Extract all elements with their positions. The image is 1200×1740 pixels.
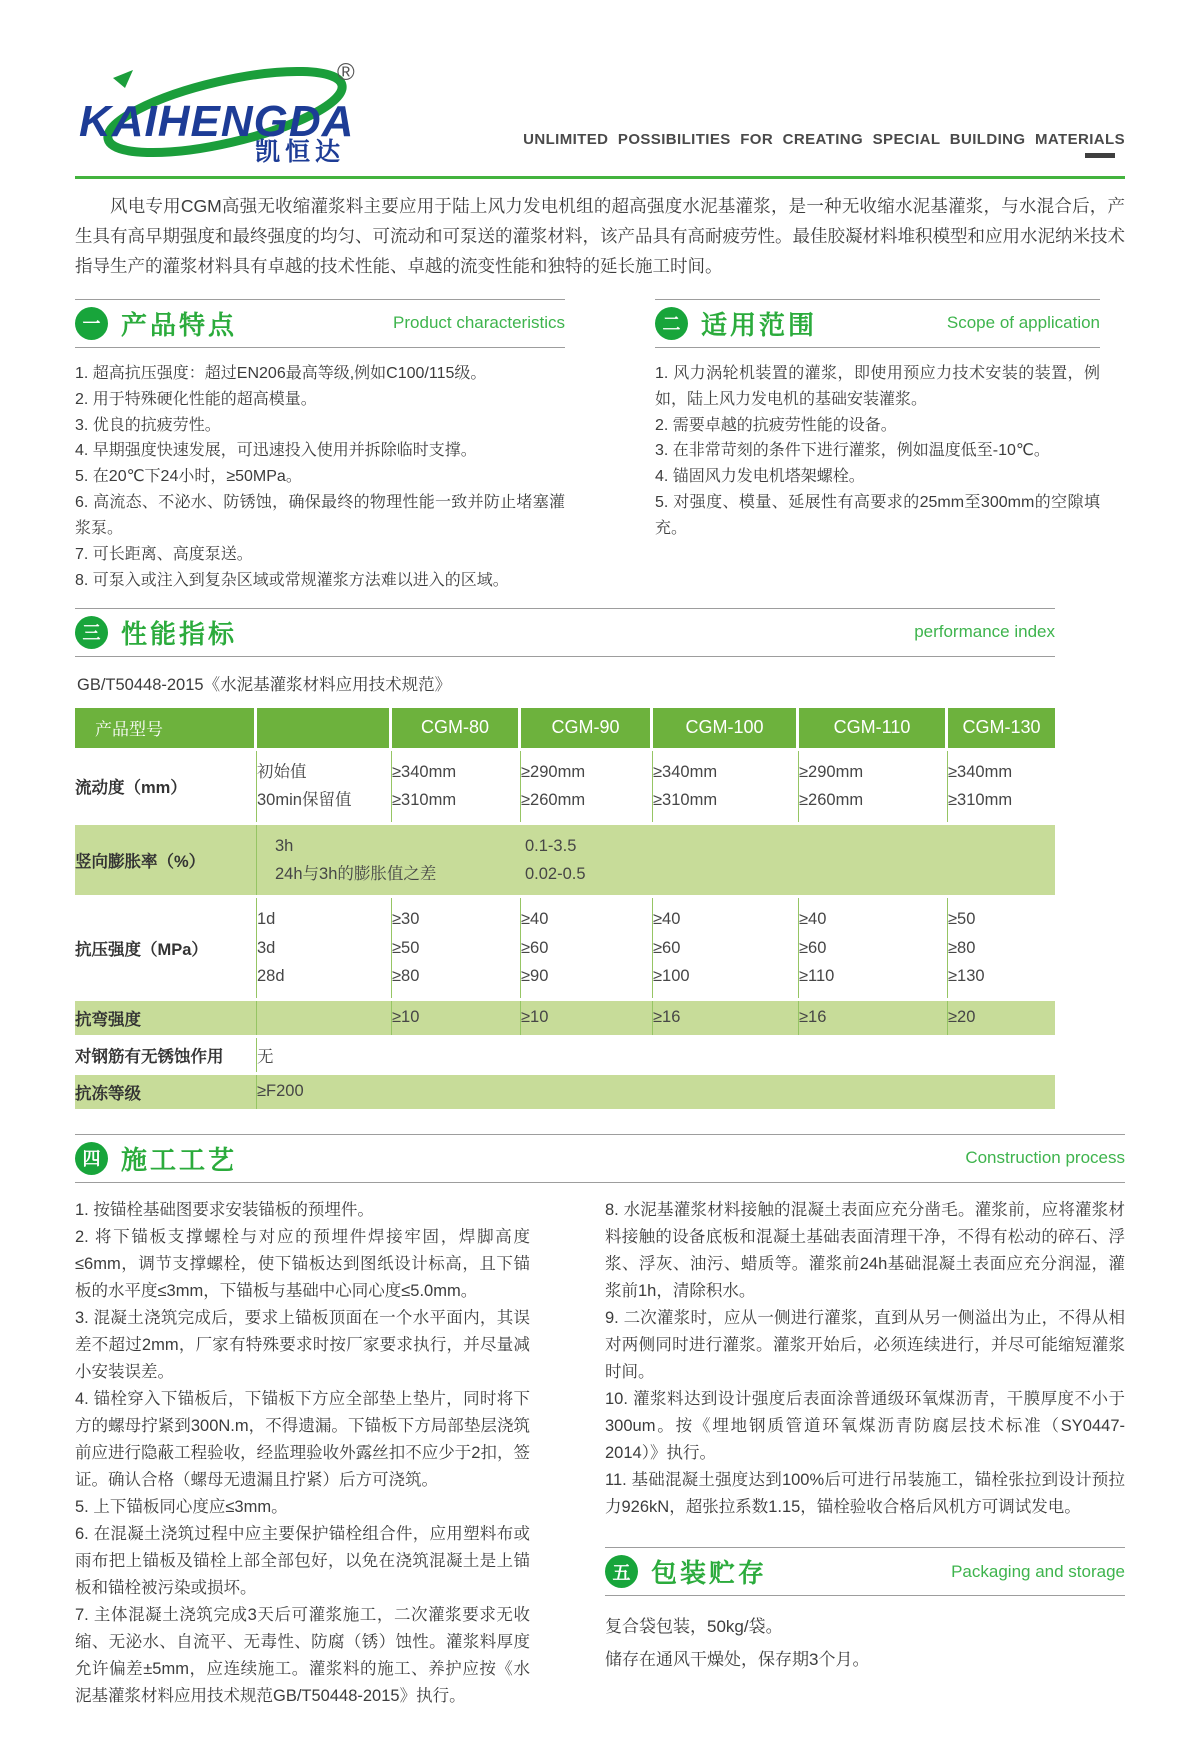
section-packaging [605, 1547, 1125, 1596]
feature-item: 3. 优良的抗疲劳性。 [75, 416, 221, 434]
brand-logo [75, 52, 385, 164]
table-header-cell: CGM-80 [392, 708, 521, 748]
section-title: 适用范围 [701, 309, 818, 340]
construction-item: 2. 将下锚板支撑螺栓与对应的预埋件焊接牢固，焊脚高度≤6mm，调节支撑螺栓，使下锚板达到图纸设计标高，且下锚板的水平度≤3mm，下锚板与基础中心同心度≤5.0mm。 [75, 1227, 530, 1300]
packaging-text-line: 复合袋包装，50kg/袋。 [605, 1617, 783, 1637]
header-divider [75, 176, 1125, 179]
scope-item: 5. 对强度、模量、延展性有高要求的25mm至300mm的空隙填充。 [655, 494, 1100, 538]
scope-item: 1. 风力涡轮机装置的灌浆，即使用预应力技术安装的装置，例如，陆上风力发电机的基础安装灌浆。 [655, 364, 1100, 408]
feature-item: 2. 用于特殊硬化性能的超高模量。 [75, 390, 317, 408]
construction-left-list [75, 1197, 530, 1711]
registered-mark: ® [337, 59, 355, 86]
section-divider-bottom [655, 347, 1100, 348]
table-header-cell: CGM-110 [799, 708, 948, 748]
section-number-icon: 四 [75, 1142, 108, 1175]
feature-item: 4. 早期强度快速发展，可迅速投入使用并拆除临时支撑。 [75, 442, 477, 460]
construction-item: 5. 上下锚板同心度应≤3mm。 [75, 1498, 288, 1517]
construction-item: 9. 二次灌浆时，应从一侧进行灌浆，直到从另一侧溢出为止，不得从相对两侧同时进行灌浆。灌浆开始后，必须连续进行，并尽可能缩短灌浆时间。 [605, 1308, 1125, 1381]
table-header-cell: CGM-100 [653, 708, 799, 748]
section-performance [75, 608, 1055, 1112]
table-row-frost [75, 1075, 1055, 1109]
construction-item: 7. 主体混凝土浇筑完成3天后可灌浆施工，二次灌浆要求无收缩、无泌水、自流平、无毒性、防腐（锈）蚀性。灌浆料厚度允许偏差±5mm，应连续施工。灌浆料的施工、养护应按《水泥基灌浆材料应用技术规范GB/T50448-2015》执行。 [75, 1606, 530, 1706]
value-cell: ≥290mm ≥260mm [799, 751, 948, 822]
construction-right-list [605, 1197, 1125, 1522]
slogan-underline [1085, 153, 1115, 158]
value-cell: ≥20 [948, 1001, 1055, 1035]
section-title: 包装贮存 [651, 1558, 768, 1589]
section-number-icon: 二 [655, 307, 688, 340]
section-title-en: Scope of application [946, 313, 1100, 333]
construction-right-column [605, 1197, 1125, 1711]
section-divider-bottom [75, 656, 1055, 657]
table-header-cell: CGM-130 [948, 708, 1055, 748]
table-header-cell: 产品型号 [75, 708, 257, 748]
row-label: 竖向膨胀率（%） [75, 825, 257, 896]
value-cell: ≥10 [521, 1001, 653, 1035]
row-sublabel: 3h 24h与3h的膨胀值之差 [275, 836, 437, 884]
value-cell: ≥340mm ≥310mm [948, 751, 1055, 822]
section-divider-bottom [75, 347, 565, 348]
table-header-cell [257, 708, 392, 748]
construction-item: 6. 在混凝土浇筑过程中应主要保护锚栓组合件，应用塑料布或雨布把上锚板及锚栓上部全部包好，以免在浇筑混凝土是上锚板和锚栓被污染或损坏。 [75, 1525, 530, 1598]
row-label: 流动度（mm） [75, 751, 257, 822]
feature-list [75, 361, 565, 594]
table-header-row [75, 708, 1055, 748]
construction-item: 8. 水泥基灌浆材料接触的混凝土表面应充分凿毛。灌浆前，应将灌浆材料接触的设备底板和混凝土基础表面清理干净，不得有松动的碎石、浮浆、浮灰、油污、蜡质等。灌浆前24h基础混凝土表面应充分润湿，灌浆前1h，清除积水。 [605, 1200, 1125, 1300]
construction-item: 1. 按锚栓基础图要求安装锚板的预埋件。 [75, 1200, 374, 1219]
section-features [75, 299, 565, 594]
feature-item: 5. 在20℃下24小时，≥50MPa。 [75, 468, 302, 486]
slogan-block [523, 131, 1125, 164]
construction-item: 3. 混凝土浇筑完成后，要求上锚板顶面在一个水平面内，其误差不超过2mm，厂家有特殊要求时按厂家要求执行，并尽量减小安装误差。 [75, 1308, 530, 1381]
feature-item: 7. 可长距离、高度泵送。 [75, 546, 253, 564]
value-cell: 0.1-3.5 0.02-0.5 [525, 836, 586, 884]
scope-list [655, 361, 1100, 542]
section-number-icon: 一 [75, 307, 108, 340]
value-cell: ≥16 [799, 1001, 948, 1035]
row-label: 抗冻等级 [75, 1075, 257, 1109]
section-divider-bottom [605, 1595, 1125, 1596]
value-cell: ≥16 [653, 1001, 799, 1035]
section-number-icon: 三 [75, 616, 108, 649]
standard-reference: GB/T50448-2015《水泥基灌浆材料应用技术规范》 [77, 675, 452, 694]
value-cell: ≥340mm ≥310mm [392, 751, 521, 822]
value-cell: ≥40 ≥60 ≥100 [653, 898, 799, 997]
row-label: 对钢筋有无锈蚀作用 [75, 1038, 257, 1072]
slogan: UNLIMITED POSSIBILITIES FOR CREATING SPECIAL BUILDING MATERIALS [523, 131, 1125, 148]
section-title-en: performance index [914, 622, 1055, 642]
row-label: 抗弯强度 [75, 1001, 257, 1035]
row-sublabel: 1d 3d 28d [257, 898, 392, 997]
construction-item: 10. 灌浆料达到设计强度后表面涂普通级环氧煤沥青，干膜厚度不小于300um。按《埋地钢质管道环氧煤沥青防腐层技术标准（SY0447-2014）》执行。 [605, 1389, 1125, 1462]
performance-table [75, 705, 1055, 1112]
brand-text: KAIHENGDA [79, 97, 355, 146]
section-title-en: Packaging and storage [951, 1561, 1125, 1581]
scope-item: 3. 在非常苛刻的条件下进行灌浆，例如温度低至-10℃。 [655, 442, 1050, 460]
logo-arrow-icon [113, 70, 133, 88]
table-row-compressive [75, 898, 1055, 997]
value-cell: ≥F200 [257, 1075, 1055, 1109]
section-title: 施工工艺 [121, 1144, 238, 1175]
table-row-flexural [75, 1001, 1055, 1035]
value-cell: ≥340mm ≥310mm [653, 751, 799, 822]
section-title: 产品特点 [121, 309, 238, 340]
scope-item: 4. 锚固风力发电机塔架螺栓。 [655, 468, 865, 486]
scope-item: 2. 需要卓越的抗疲劳性能的设备。 [655, 416, 897, 434]
section-title: 性能指标 [121, 618, 238, 649]
table-header-cell: CGM-90 [521, 708, 653, 748]
table-row-flow [75, 751, 1055, 822]
construction-item: 4. 锚栓穿入下锚板后，下锚板下方应全部垫上垫片，同时将下方的螺母拧紧到300N.m，不得遗漏。下锚板下方局部垫层浇筑前应进行隐蔽工程验收，经监理验收外露丝扣不应少于2扣，签证。确认合格（螺母无遗漏且拧紧）后方可浇筑。 [75, 1389, 530, 1489]
value-cell: ≥30 ≥50 ≥80 [392, 898, 521, 997]
table-row-corrosion [75, 1038, 1055, 1072]
row-label: 抗压强度（MPa） [75, 898, 257, 997]
section-number-icon: 五 [605, 1555, 638, 1588]
row-sublabel [257, 1001, 392, 1035]
section-title-en: Product characteristics [393, 313, 565, 333]
value-cell: ≥40 ≥60 ≥90 [521, 898, 653, 997]
value-cell: ≥50 ≥80 ≥130 [948, 898, 1055, 997]
logo-graphic [75, 52, 385, 164]
construction-item: 11. 基础混凝土强度达到100%后可进行吊装施工，锚栓张拉到设计预拉力926kN，超张拉系数1.15，锚栓验收合格后风机方可调试发电。 [605, 1471, 1125, 1517]
page-header [75, 52, 1125, 164]
value-cell: ≥40 ≥60 ≥110 [799, 898, 948, 997]
expansion-span-cell [257, 825, 1055, 896]
feature-item: 1. 超高抗压强度：超过EN206最高等级,例如C100/115级。 [75, 364, 487, 382]
section-construction [75, 1134, 1125, 1711]
feature-item: 6. 高流态、不泌水、防锈蚀，确保最终的物理性能一致并防止堵塞灌浆泵。 [75, 494, 565, 538]
section-scope [655, 299, 1100, 594]
section-divider-bottom [75, 1182, 1125, 1183]
row-sublabel: 初始值 30min保留值 [257, 751, 392, 822]
intro-paragraph: 风电专用CGM高强无收缩灌浆料主要应用于陆上风力发电机组的超高强度水泥基灌浆，是一种无收缩水泥基灌浆，与水混合后，产生具有高早期强度和最终强度的均匀、可流动和可泵送的灌浆材料，该产品具有高耐疲劳性。最佳胶凝材料堆积模型和应用水泥纳米技术指导生产的灌浆材料具有卓越的技术性能、卓越的流变性能和独特的延长施工时间。 [75, 196, 1125, 276]
brand-cn-text: 凯恒达 [255, 138, 346, 164]
table-row-expansion [75, 825, 1055, 896]
packaging-text-line: 储存在通风干燥处，保存期3个月。 [605, 1650, 870, 1670]
section-title-en: Construction process [965, 1148, 1125, 1168]
value-cell: ≥10 [392, 1001, 521, 1035]
packaging-text [605, 1610, 1125, 1676]
feature-item: 8. 可泵入或注入到复杂区域或常规灌浆方法难以进入的区域。 [75, 572, 509, 589]
value-cell: 无 [257, 1038, 1055, 1072]
value-cell: ≥290mm ≥260mm [521, 751, 653, 822]
